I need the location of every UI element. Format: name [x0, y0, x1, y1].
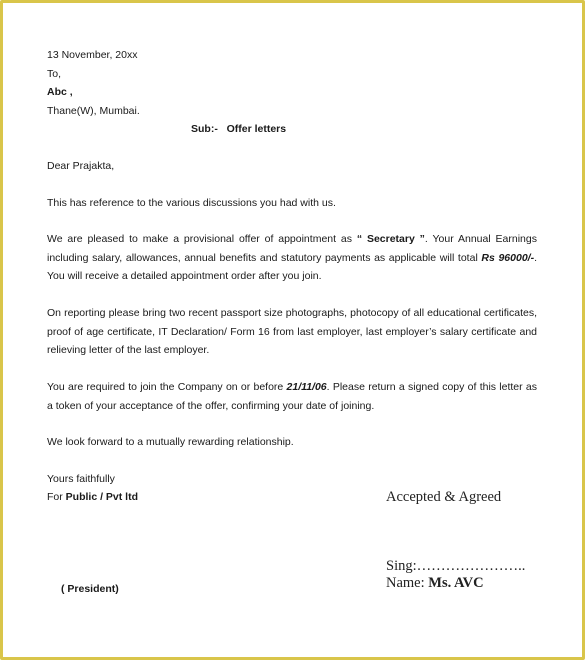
- offer-amount: Rs 96000/-: [481, 251, 535, 264]
- for-prefix: For: [47, 491, 66, 503]
- signatory-title: ( President): [61, 583, 119, 595]
- accepted-agreed: Accepted & Agreed: [386, 489, 502, 505]
- subject-prefix: Sub:-: [191, 123, 218, 135]
- letter-date: 13 November, 20xx: [47, 49, 138, 61]
- subject-text: Offer letters: [226, 123, 287, 135]
- closing: Yours faithfully: [47, 473, 115, 485]
- company-name: Public / Pvt ltd: [65, 491, 139, 503]
- name-value: Ms. AVC: [428, 575, 484, 591]
- joining-text-a: You are required to join the Company on or before: [47, 381, 287, 393]
- subject-line: [191, 120, 286, 139]
- joining-text-b: . Please return a signed copy of this letter as a token of your acceptance of the offer, confirming your date of joining.: [47, 381, 538, 412]
- offer-role: “ Secretary ”: [356, 233, 425, 245]
- salutation: Dear Prajakta,: [47, 160, 115, 172]
- recipient-name-line: [47, 83, 73, 102]
- joining-date: 21/11/06: [286, 381, 327, 393]
- name-line: [386, 575, 484, 592]
- paragraph-closing: We look forward to a mutually rewarding relationship.: [47, 436, 294, 448]
- offer-text-c: . You will receive a detailed appointment order after you join.: [47, 251, 537, 282]
- company-line: [47, 488, 138, 507]
- offer-text-a: We are pleased to make a provisional offer of appointment as: [47, 233, 357, 245]
- paragraph-documents: On reporting please bring two recent passport size photographs, photocopy of all educational certificates, proof of age certificate, IT Declaration/ Form 16 from last employer, last employer’s salary certificate and relieving letter of the last employer.: [47, 307, 537, 356]
- sign-line: Sing:…………………..: [386, 558, 526, 574]
- paragraph-joining: [47, 378, 537, 415]
- offer-text-b: . Your Annual Earnings including salary, allowances, annual benefits and statutory payments as applicable will total: [47, 233, 537, 264]
- signatory-title-line: [61, 580, 119, 599]
- paragraph-offer: [47, 230, 537, 286]
- recipient-address: Thane(W), Mumbai.: [47, 105, 140, 117]
- to-label: To,: [47, 68, 62, 80]
- recipient-name: Abc ,: [47, 86, 73, 98]
- name-prefix: Name:: [386, 575, 429, 591]
- paragraph-reference: This has reference to the various discussions you had with us.: [47, 197, 336, 209]
